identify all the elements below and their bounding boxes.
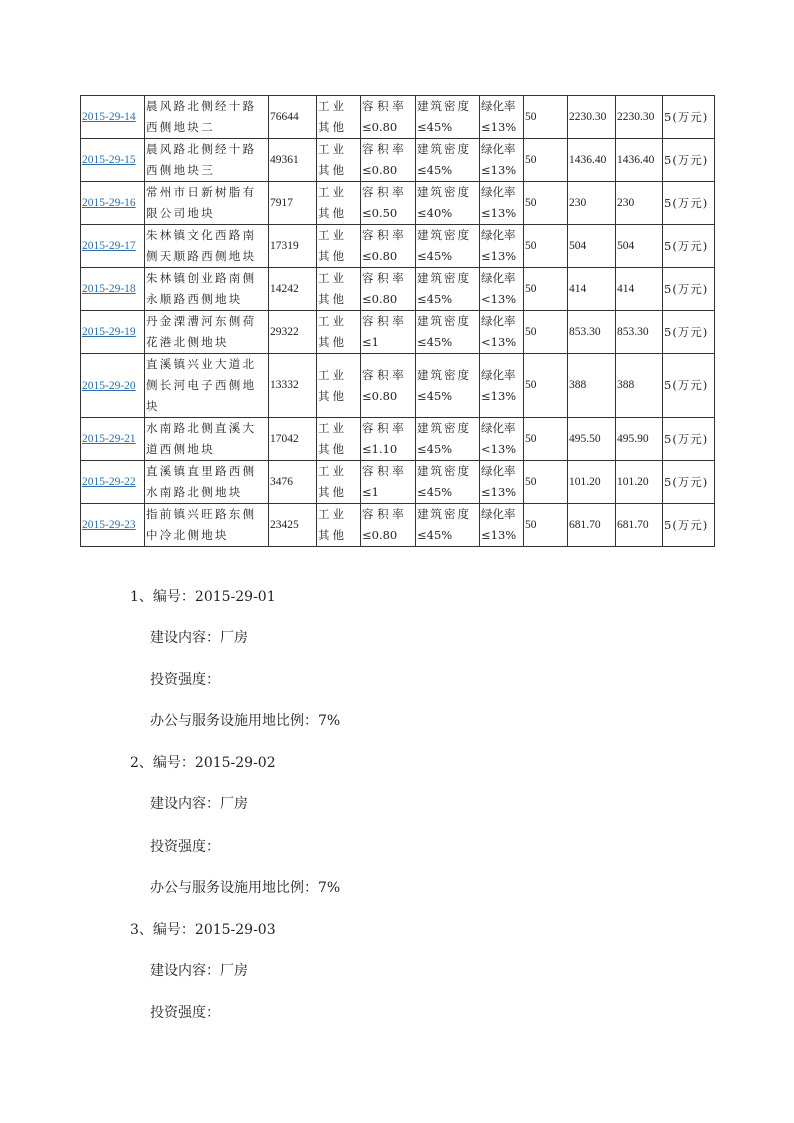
green-ratio-cell bbox=[480, 354, 524, 418]
note-construction-content: 建设内容：厂房 bbox=[150, 630, 248, 646]
term-years-cell: 50 bbox=[524, 139, 568, 182]
location-line-2: 永顺路西侧地块 bbox=[146, 292, 243, 306]
floor-area-ratio-cell bbox=[361, 268, 416, 311]
parcel-id-cell bbox=[81, 461, 145, 504]
floor-area-ratio-cell bbox=[361, 311, 416, 354]
table-row bbox=[81, 418, 715, 461]
location-line-1: 晨风路北侧经十路 bbox=[146, 142, 257, 156]
far-value: ≤1.10 bbox=[362, 442, 398, 456]
floor-area-ratio-cell bbox=[361, 225, 416, 268]
note-office-ratio: 办公与服务设施用地比例：7% bbox=[150, 880, 341, 896]
building-density-cell bbox=[416, 354, 480, 418]
green-value: <13% bbox=[481, 292, 517, 306]
parcel-id-link[interactable]: 2015-29-22 bbox=[82, 476, 136, 488]
building-density-cell bbox=[416, 461, 480, 504]
term-years-cell: 50 bbox=[524, 182, 568, 225]
starting-price-cell: 414 bbox=[568, 268, 616, 311]
floor-area-ratio-cell bbox=[361, 182, 416, 225]
land-use-line-1: 工业 bbox=[318, 464, 347, 478]
location-line-2: 道西侧地块 bbox=[146, 442, 215, 456]
land-use-line-1: 工业 bbox=[318, 142, 347, 156]
parcel-id-cell bbox=[81, 504, 145, 547]
land-use-line-1: 工业 bbox=[318, 507, 347, 521]
floor-area-ratio-cell bbox=[361, 96, 416, 139]
parcel-id-link[interactable]: 2015-29-23 bbox=[82, 519, 136, 531]
green-value: ≤13% bbox=[481, 249, 517, 263]
building-density-cell bbox=[416, 225, 480, 268]
far-label: 容 积 率 bbox=[362, 314, 404, 328]
far-value: ≤0.80 bbox=[362, 249, 398, 263]
parcel-id-cell bbox=[81, 354, 145, 418]
land-use-line-1: 工业 bbox=[318, 228, 347, 242]
reserve-price-cell: 414 bbox=[616, 268, 663, 311]
green-label: 绿化率 bbox=[481, 271, 516, 285]
reserve-price-cell: 681.70 bbox=[616, 504, 663, 547]
land-use-line-2: 其他 bbox=[318, 485, 347, 499]
land-use-cell bbox=[317, 418, 361, 461]
far-label: 容 积 率 bbox=[362, 464, 404, 478]
location-line-1: 常州市日新树脂有 bbox=[146, 185, 257, 199]
area-cell: 7917 bbox=[269, 182, 317, 225]
table-row bbox=[81, 225, 715, 268]
green-label: 绿化率 bbox=[481, 99, 516, 113]
note-office-ratio: 办公与服务设施用地比例：7% bbox=[150, 713, 341, 729]
land-use-cell bbox=[317, 139, 361, 182]
land-use-cell bbox=[317, 354, 361, 418]
far-value: ≤0.80 bbox=[362, 120, 398, 134]
far-label: 容 积 率 bbox=[362, 367, 404, 382]
deposit-cell: 5(万元) bbox=[663, 268, 715, 311]
location-line-1: 朱林镇创业路南侧 bbox=[146, 271, 257, 285]
green-label: 绿化率 bbox=[481, 185, 516, 199]
far-value: ≤0.80 bbox=[362, 528, 398, 542]
parcel-id-link[interactable]: 2015-29-17 bbox=[82, 240, 136, 252]
parcel-location-cell bbox=[145, 504, 269, 547]
land-use-line-1: 工业 bbox=[318, 367, 347, 382]
term-years-cell: 50 bbox=[524, 268, 568, 311]
green-value: ≤13% bbox=[481, 163, 517, 177]
area-cell: 17042 bbox=[269, 418, 317, 461]
green-ratio-cell bbox=[480, 504, 524, 547]
density-value: ≤45% bbox=[417, 485, 453, 499]
land-use-line-2: 其他 bbox=[318, 388, 347, 403]
deposit-cell: 5(万元) bbox=[663, 504, 715, 547]
location-line-2: 侧长河电子西侧地 bbox=[146, 378, 257, 392]
density-label: 建筑密度 bbox=[417, 314, 471, 328]
land-use-cell bbox=[317, 268, 361, 311]
floor-area-ratio-cell bbox=[361, 418, 416, 461]
term-years-cell: 50 bbox=[524, 225, 568, 268]
density-label: 建筑密度 bbox=[417, 367, 471, 382]
note-construction-content: 建设内容：厂房 bbox=[150, 796, 248, 812]
starting-price-cell: 388 bbox=[568, 354, 616, 418]
location-line-1: 直溪镇直里路西侧 bbox=[146, 464, 257, 478]
area-cell: 49361 bbox=[269, 139, 317, 182]
term-years-cell: 50 bbox=[524, 311, 568, 354]
density-value: ≤45% bbox=[417, 163, 453, 177]
far-value: ≤0.80 bbox=[362, 388, 398, 403]
green-value: ≤13% bbox=[481, 120, 517, 134]
far-label: 容 积 率 bbox=[362, 507, 404, 521]
note-investment-intensity: 投资强度： bbox=[150, 672, 220, 688]
location-line-2: 水南路北侧地块 bbox=[146, 485, 243, 499]
density-value: ≤45% bbox=[417, 388, 453, 403]
green-value: <13% bbox=[481, 335, 517, 349]
green-value: <13% bbox=[481, 442, 517, 456]
land-parcel-table bbox=[80, 95, 715, 547]
density-label: 建筑密度 bbox=[417, 99, 471, 113]
land-use-cell bbox=[317, 225, 361, 268]
land-use-line-2: 其他 bbox=[318, 335, 347, 349]
green-ratio-cell bbox=[480, 139, 524, 182]
starting-price-cell: 230 bbox=[568, 182, 616, 225]
green-ratio-cell bbox=[480, 268, 524, 311]
parcel-id-cell bbox=[81, 311, 145, 354]
table-row bbox=[81, 461, 715, 504]
green-label: 绿化率 bbox=[481, 228, 516, 242]
starting-price-cell: 101.20 bbox=[568, 461, 616, 504]
parcel-id-cell bbox=[81, 268, 145, 311]
green-ratio-cell bbox=[480, 96, 524, 139]
area-cell: 23425 bbox=[269, 504, 317, 547]
parcel-id-link[interactable]: 2015-29-15 bbox=[82, 154, 136, 166]
table-row bbox=[81, 139, 715, 182]
location-line-2: 西侧地块二 bbox=[146, 120, 215, 134]
parcel-location-cell bbox=[145, 354, 269, 418]
green-label: 绿化率 bbox=[481, 421, 516, 435]
parcel-id-link[interactable]: 2015-29-14 bbox=[82, 111, 136, 123]
density-value: ≤40% bbox=[417, 206, 453, 220]
land-use-line-1: 工业 bbox=[318, 185, 347, 199]
building-density-cell bbox=[416, 182, 480, 225]
floor-area-ratio-cell bbox=[361, 504, 416, 547]
location-line-1: 晨风路北侧经十路 bbox=[146, 99, 257, 113]
term-years-cell: 50 bbox=[524, 461, 568, 504]
area-cell: 29322 bbox=[269, 311, 317, 354]
location-line-1: 直溪镇兴业大道北 bbox=[146, 357, 257, 371]
location-line-1: 指前镇兴旺路东侧 bbox=[146, 507, 257, 521]
term-years-cell: 50 bbox=[524, 418, 568, 461]
building-density-cell bbox=[416, 311, 480, 354]
density-label: 建筑密度 bbox=[417, 421, 471, 435]
area-cell: 13332 bbox=[269, 354, 317, 418]
starting-price-cell: 1436.40 bbox=[568, 139, 616, 182]
reserve-price-cell: 495.90 bbox=[616, 418, 663, 461]
reserve-price-cell: 101.20 bbox=[616, 461, 663, 504]
land-use-line-2: 其他 bbox=[318, 528, 347, 542]
parcel-id-link[interactable]: 2015-29-16 bbox=[82, 197, 136, 209]
starting-price-cell: 853.30 bbox=[568, 311, 616, 354]
deposit-cell: 5(万元) bbox=[663, 311, 715, 354]
land-use-cell bbox=[317, 461, 361, 504]
parcel-id-cell bbox=[81, 418, 145, 461]
starting-price-cell: 681.70 bbox=[568, 504, 616, 547]
parcel-location-cell bbox=[145, 139, 269, 182]
reserve-price-cell: 504 bbox=[616, 225, 663, 268]
parcel-id-cell bbox=[81, 139, 145, 182]
location-line-1: 丹金溧漕河东侧荷 bbox=[146, 314, 257, 328]
note-investment-intensity: 投资强度： bbox=[150, 839, 220, 855]
far-value: ≤1 bbox=[362, 335, 379, 349]
density-label: 建筑密度 bbox=[417, 142, 471, 156]
parcel-id-cell bbox=[81, 96, 145, 139]
green-label: 绿化率 bbox=[481, 314, 516, 328]
location-line-1: 水南路北侧直溪大 bbox=[146, 421, 257, 435]
parcel-location-cell bbox=[145, 225, 269, 268]
land-use-line-2: 其他 bbox=[318, 292, 347, 306]
location-line-2: 侧天顺路西侧地块 bbox=[146, 249, 257, 263]
deposit-cell: 5(万元) bbox=[663, 182, 715, 225]
deposit-cell: 5(万元) bbox=[663, 139, 715, 182]
far-label: 容 积 率 bbox=[362, 99, 404, 113]
building-density-cell bbox=[416, 139, 480, 182]
parcel-location-cell bbox=[145, 182, 269, 225]
land-use-line-2: 其他 bbox=[318, 120, 347, 134]
far-value: ≤0.50 bbox=[362, 206, 398, 220]
parcel-id-link[interactable]: 2015-29-21 bbox=[82, 433, 136, 445]
starting-price-cell: 2230.30 bbox=[568, 96, 616, 139]
density-value: ≤45% bbox=[417, 292, 453, 306]
floor-area-ratio-cell bbox=[361, 354, 416, 418]
land-use-line-1: 工业 bbox=[318, 421, 347, 435]
green-ratio-cell bbox=[480, 225, 524, 268]
parcel-location-cell bbox=[145, 461, 269, 504]
building-density-cell bbox=[416, 96, 480, 139]
area-cell: 3476 bbox=[269, 461, 317, 504]
far-label: 容 积 率 bbox=[362, 271, 404, 285]
density-value: ≤45% bbox=[417, 442, 453, 456]
green-ratio-cell bbox=[480, 461, 524, 504]
table-row bbox=[81, 504, 715, 547]
land-use-line-2: 其他 bbox=[318, 206, 347, 220]
parcel-id-cell bbox=[81, 182, 145, 225]
table-row bbox=[81, 268, 715, 311]
density-label: 建筑密度 bbox=[417, 464, 471, 478]
density-label: 建筑密度 bbox=[417, 507, 471, 521]
far-label: 容 积 率 bbox=[362, 185, 404, 199]
deposit-cell: 5(万元) bbox=[663, 461, 715, 504]
parcel-id-link[interactable]: 2015-29-20 bbox=[82, 379, 136, 392]
reserve-price-cell: 1436.40 bbox=[616, 139, 663, 182]
land-use-cell bbox=[317, 182, 361, 225]
location-line-2: 花港北侧地块 bbox=[146, 335, 229, 349]
floor-area-ratio-cell bbox=[361, 461, 416, 504]
green-label: 绿化率 bbox=[481, 142, 516, 156]
starting-price-cell: 495.50 bbox=[568, 418, 616, 461]
land-use-line-1: 工业 bbox=[318, 271, 347, 285]
term-years-cell: 50 bbox=[524, 96, 568, 139]
density-label: 建筑密度 bbox=[417, 228, 471, 242]
building-density-cell bbox=[416, 268, 480, 311]
location-line-1: 朱林镇文化西路南 bbox=[146, 228, 257, 242]
table-row bbox=[81, 96, 715, 139]
area-cell: 17319 bbox=[269, 225, 317, 268]
green-ratio-cell bbox=[480, 311, 524, 354]
deposit-cell: 5(万元) bbox=[663, 225, 715, 268]
note-number-heading: 2、编号：2015-29-02 bbox=[130, 755, 276, 771]
density-label: 建筑密度 bbox=[417, 185, 471, 199]
area-cell: 14242 bbox=[269, 268, 317, 311]
table-row bbox=[81, 354, 715, 418]
density-value: ≤45% bbox=[417, 249, 453, 263]
green-value: ≤13% bbox=[481, 485, 517, 499]
table-row bbox=[81, 182, 715, 225]
land-use-line-2: 其他 bbox=[318, 442, 347, 456]
parcel-location-cell bbox=[145, 268, 269, 311]
land-use-line-2: 其他 bbox=[318, 163, 347, 177]
reserve-price-cell: 853.30 bbox=[616, 311, 663, 354]
far-label: 容 积 率 bbox=[362, 142, 404, 156]
reserve-price-cell: 388 bbox=[616, 354, 663, 418]
green-value: ≤13% bbox=[481, 528, 517, 542]
location-line-3: 块 bbox=[146, 399, 160, 413]
note-number-heading: 3、编号：2015-29-03 bbox=[130, 922, 276, 938]
location-line-2: 中冷北侧地块 bbox=[146, 528, 229, 542]
area-cell: 76644 bbox=[269, 96, 317, 139]
density-value: ≤45% bbox=[417, 120, 453, 134]
table-body bbox=[81, 96, 715, 547]
building-density-cell bbox=[416, 504, 480, 547]
term-years-cell: 50 bbox=[524, 354, 568, 418]
far-value: ≤0.80 bbox=[362, 163, 398, 177]
land-use-cell bbox=[317, 504, 361, 547]
table-row bbox=[81, 311, 715, 354]
far-value: ≤1 bbox=[362, 485, 379, 499]
far-label: 容 积 率 bbox=[362, 421, 404, 435]
parcel-id-link[interactable]: 2015-29-19 bbox=[82, 326, 136, 338]
green-value: ≤13% bbox=[481, 206, 517, 220]
far-label: 容 积 率 bbox=[362, 228, 404, 242]
note-construction-content: 建设内容：厂房 bbox=[150, 963, 248, 979]
term-years-cell: 50 bbox=[524, 504, 568, 547]
starting-price-cell: 504 bbox=[568, 225, 616, 268]
green-label: 绿化率 bbox=[481, 464, 516, 478]
green-ratio-cell bbox=[480, 182, 524, 225]
reserve-price-cell: 2230.30 bbox=[616, 96, 663, 139]
deposit-cell: 5(万元) bbox=[663, 418, 715, 461]
parcel-location-cell bbox=[145, 96, 269, 139]
green-ratio-cell bbox=[480, 418, 524, 461]
green-label: 绿化率 bbox=[481, 367, 516, 382]
density-label: 建筑密度 bbox=[417, 271, 471, 285]
green-label: 绿化率 bbox=[481, 507, 516, 521]
deposit-cell: 5(万元) bbox=[663, 354, 715, 418]
note-number-heading: 1、编号：2015-29-01 bbox=[130, 589, 276, 605]
location-line-2: 西侧地块三 bbox=[146, 163, 215, 177]
density-value: ≤45% bbox=[417, 335, 453, 349]
land-use-line-1: 工业 bbox=[318, 314, 347, 328]
floor-area-ratio-cell bbox=[361, 139, 416, 182]
note-investment-intensity: 投资强度： bbox=[150, 1005, 220, 1021]
parcel-id-cell bbox=[81, 225, 145, 268]
density-value: ≤45% bbox=[417, 528, 453, 542]
land-use-line-1: 工业 bbox=[318, 99, 347, 113]
parcel-location-cell bbox=[145, 311, 269, 354]
far-value: ≤0.80 bbox=[362, 292, 398, 306]
land-use-cell bbox=[317, 311, 361, 354]
reserve-price-cell: 230 bbox=[616, 182, 663, 225]
land-use-cell bbox=[317, 96, 361, 139]
parcel-id-link[interactable]: 2015-29-18 bbox=[82, 283, 136, 295]
land-use-line-2: 其他 bbox=[318, 249, 347, 263]
location-line-2: 限公司地块 bbox=[146, 206, 215, 220]
green-value: ≤13% bbox=[481, 388, 517, 403]
deposit-cell: 5(万元) bbox=[663, 96, 715, 139]
parcel-location-cell bbox=[145, 418, 269, 461]
building-density-cell bbox=[416, 418, 480, 461]
